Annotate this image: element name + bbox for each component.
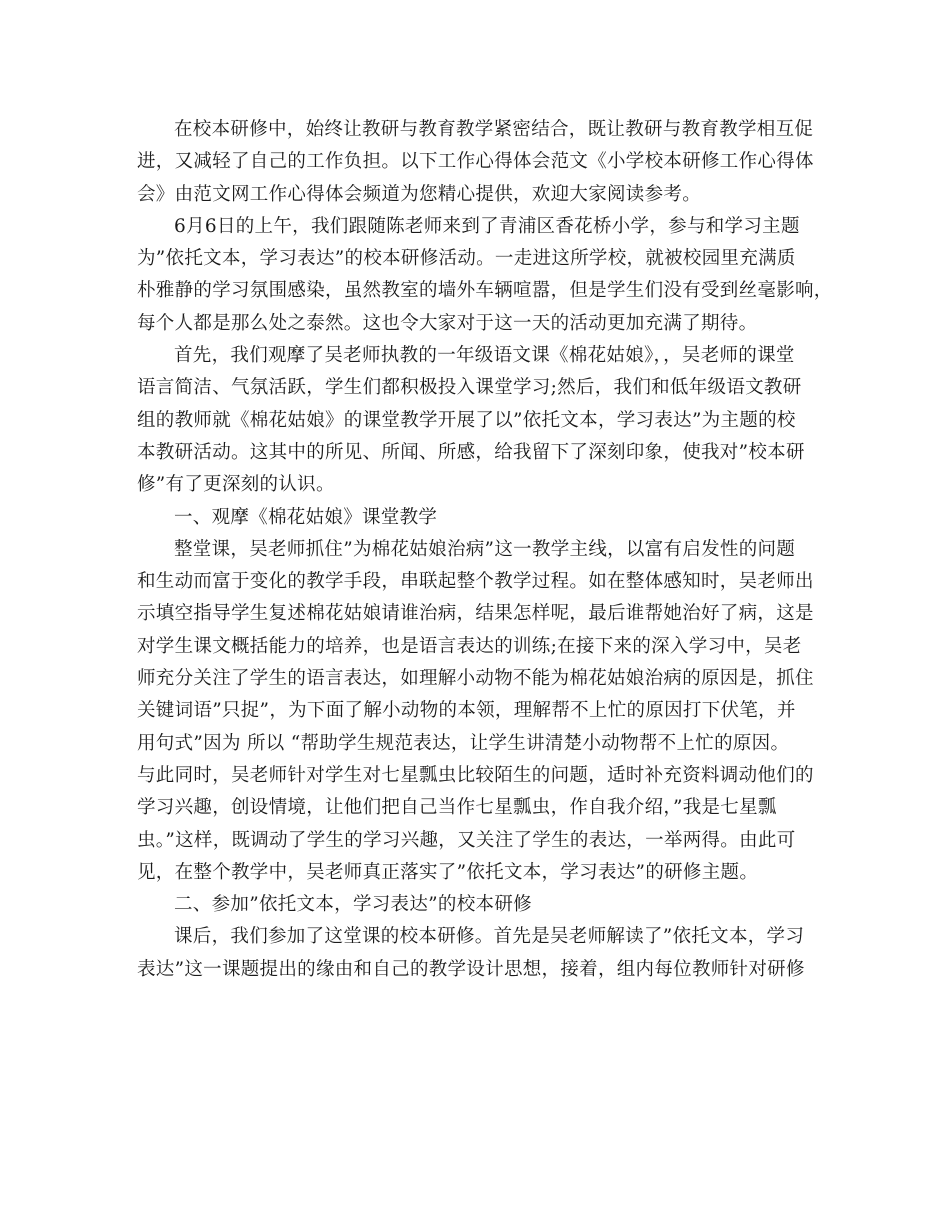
- text-line: 与此同时，吴老师针对学生对七星瓢虫比较陌生的问题，适时补充资料调动他们的: [137, 764, 814, 786]
- text-line: 朴雅静的学习氛围感染，虽然教室的墙外车辆喧嚣，但是学生们没有受到丝毫影响，: [137, 280, 833, 302]
- text-line: 示填空指导学生复述棉花姑娘请谁治病，结果怎样呢，最后谁帮她治好了病，这是: [137, 603, 814, 625]
- text-line: 本教研活动。这其中的所见、所闻、所感，给我留下了深刻印象，使我对”校本研: [137, 441, 805, 463]
- text-line: 和生动而富于变化的教学手段，串联起整个教学过程。如在整体感知时，吴老师出: [137, 571, 814, 593]
- text-line: 见，在整个教学中，吴老师真正落实了”依托文本，学习表达”的研修主题。: [137, 861, 759, 883]
- text-line: 表达”这一课题提出的缘由和自己的教学设计思想，接着，组内每位教师针对研修: [137, 958, 805, 980]
- text-line: 二、参加”依托文本，学习表达”的校本研修: [174, 894, 532, 916]
- text-line: 关键词语”只捉”，为下面了解小动物的本领，理解帮不上忙的原因打下伏笔，并: [137, 700, 796, 722]
- text-line: 用句式”因为 所以 “帮助学生规范表达，让学生讲清楚小动物帮不上忙的原因。: [137, 732, 790, 754]
- text-line: 课后，我们参加了这堂课的校本研修。首先是吴老师解读了”依托文本，学习: [174, 926, 805, 948]
- text-line: 每个人都是那么处之泰然。这也令大家对于这一天的活动更加充满了期待。: [137, 312, 758, 334]
- text-line: 虫。”这样，既调动了学生的学习兴趣，又关注了学生的表达，一举两得。由此可: [137, 829, 796, 851]
- text-line: 组的教师就《棉花姑娘》的课堂教学开展了以”依托文本，学习表达”为主题的校: [137, 409, 796, 431]
- text-line: 一、观摩《棉花姑娘》课堂教学: [174, 506, 438, 528]
- document-body: [137, 114, 833, 986]
- text-line: 学习兴趣，创设情境，让他们把自己当作七星瓢虫，作自我介绍，”我是七星瓢: [137, 797, 777, 819]
- text-line: 为”依托文本，学习表达”的校本研修活动。一走进这所学校，就被校园里充满质: [137, 248, 796, 270]
- text-line: 语言简洁、气氛活跃，学生们都积极投入课堂学习;然后，我们和低年级语文教研: [137, 377, 802, 399]
- text-line: 会》由范文网工作心得体会频道为您精心提供，欢迎大家阅读参考。: [137, 183, 702, 205]
- text-line: 修”有了更深刻的认识。: [137, 474, 335, 496]
- text-line: 整堂课，吴老师抓住”为棉花姑娘治病”这一教学主线，以富有启发性的问题: [174, 538, 796, 560]
- text-line: 6月6日的上午，我们跟随陈老师来到了青浦区香花桥小学，参与和学习主题: [174, 215, 800, 237]
- text-line: 对学生课文概括能力的培养，也是语言表达的训练;在接下来的深入学习中，吴老: [137, 635, 802, 657]
- text-line: 首先，我们观摩了吴老师执教的一年级语文课《棉花姑娘》，，吴老师的课堂: [174, 345, 795, 367]
- text-line: 在校本研修中，始终让教研与教育教学紧密结合，既让教研与教育教学相互促: [174, 119, 814, 140]
- text-line: 师充分关注了学生的语言表达，如理解小动物不能为棉花姑娘治病的原因是，抓住: [137, 668, 814, 690]
- text-line: 进，又减轻了自己的工作负担。以下工作心得体会范文《小学校本研修工作心得体: [137, 151, 814, 173]
